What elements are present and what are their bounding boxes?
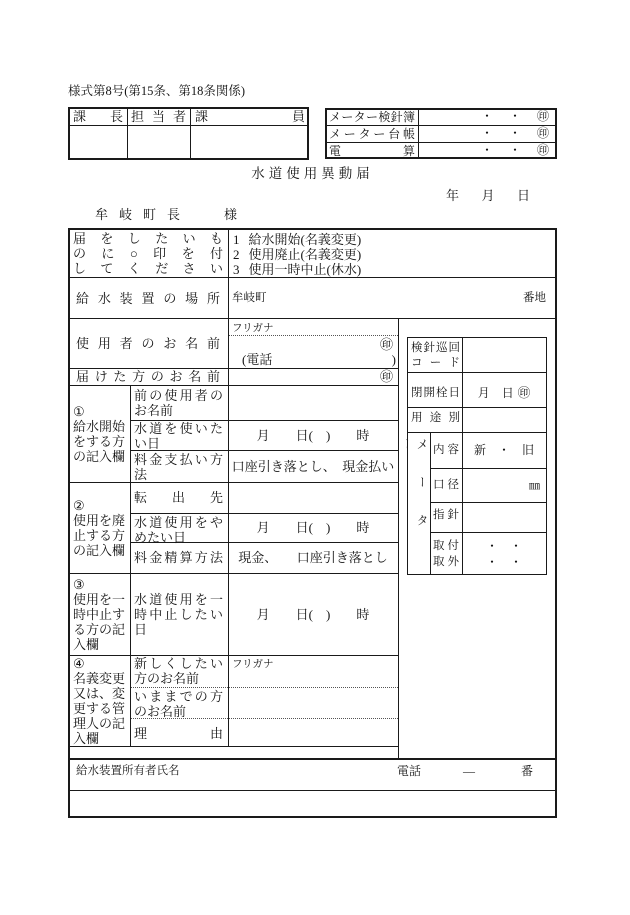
instruction-line: のに○印を付 bbox=[73, 246, 223, 261]
grid-line bbox=[407, 372, 547, 373]
section-label: 使用を廃止する方の記入欄 bbox=[73, 512, 126, 558]
stamp-row-value bbox=[420, 143, 554, 158]
date-month: 月 bbox=[481, 188, 495, 203]
grid-line bbox=[228, 228, 229, 746]
seal-mark-icon: ㊞ bbox=[517, 385, 531, 400]
seal-mark-icon: ㊞ bbox=[379, 336, 393, 352]
grid-line bbox=[407, 432, 547, 433]
seal-mark-icon: ㊞ bbox=[536, 143, 549, 157]
instruction-line: してください bbox=[73, 261, 223, 276]
recipient-name: 牟岐町長 bbox=[95, 207, 192, 222]
section-label: 使用を一時中止する方の記入欄 bbox=[73, 591, 126, 652]
option-item bbox=[233, 247, 533, 262]
field-label: 料金精算方法 bbox=[134, 550, 223, 565]
section-number: ③ bbox=[73, 576, 85, 592]
grid-line bbox=[68, 790, 557, 791]
field-label: いままでの方のお名前 bbox=[134, 689, 223, 719]
field-value: 月 日( ) 時 bbox=[256, 427, 370, 443]
field-label: 水道使用を一時中止したい日 bbox=[134, 591, 223, 637]
date-dot: ・ bbox=[480, 109, 493, 123]
field-value: 口座引き落とし、 現金払い bbox=[231, 458, 395, 474]
grid-line bbox=[68, 125, 309, 126]
user-seal-cell bbox=[232, 337, 395, 351]
meter-reading-label: 指針 bbox=[433, 509, 459, 521]
meter-attach-labels bbox=[433, 533, 459, 575]
furigana-label: フリガナ bbox=[232, 323, 274, 334]
instruction-cell bbox=[73, 231, 223, 276]
meter-detach-dots: ・ ・ bbox=[485, 555, 522, 569]
field-value: 月 日( ) 時 bbox=[256, 520, 370, 535]
section-number: ② bbox=[73, 497, 85, 513]
patrol-code-line: 検針巡回 bbox=[411, 342, 460, 354]
option-text: 給水開始(名義変更) bbox=[248, 232, 362, 247]
reporter-seal-cell bbox=[232, 369, 395, 384]
section1-header bbox=[68, 386, 130, 482]
grid-line bbox=[68, 277, 557, 278]
meter-diameter-unit: ㎜ bbox=[529, 480, 540, 492]
valve-date-text: 月 日 bbox=[477, 385, 514, 400]
stamp-row-label: 電算 bbox=[329, 144, 415, 158]
stamp-row-label: メーター検針簿 bbox=[329, 110, 415, 124]
approval-header-member: 課員 bbox=[195, 109, 305, 124]
grid-line bbox=[430, 432, 431, 575]
furigana-label: フリガナ bbox=[232, 659, 274, 670]
field-value: 月 日( ) 時 bbox=[256, 606, 370, 622]
owner-name-label: 給水装置所有者氏名 bbox=[76, 765, 180, 777]
date-year: 年 bbox=[446, 188, 460, 203]
grid-line bbox=[127, 107, 128, 160]
meter-attach-label: 取付 bbox=[433, 540, 459, 552]
option-number: 2 bbox=[233, 247, 240, 262]
meter-attach-values bbox=[463, 533, 545, 575]
recipient-line bbox=[95, 206, 237, 223]
field-label: 水道使用をやめたい日 bbox=[134, 515, 223, 545]
patrol-code-label bbox=[411, 341, 460, 371]
instruction-line: 届をしたいも bbox=[73, 231, 223, 246]
meter-vertical-label: メーター bbox=[400, 438, 429, 552]
owner-tel-dash: ― bbox=[463, 764, 475, 778]
user-name-label: 使用者のお名前 bbox=[76, 336, 220, 351]
date-dot: ・ bbox=[508, 143, 521, 157]
option-text: 使用廃止(名義変更) bbox=[248, 247, 362, 262]
owner-tel-suffix: 番 bbox=[521, 764, 534, 778]
grid-line bbox=[190, 107, 191, 160]
phone-open: (電話 bbox=[242, 352, 273, 367]
field-label: 水道を使いたい日 bbox=[134, 421, 223, 451]
option-item bbox=[233, 262, 533, 277]
section-number: ④ bbox=[73, 655, 85, 671]
stamp-row-value bbox=[420, 109, 554, 124]
usage-type-label: 用途別 bbox=[411, 412, 460, 424]
field-label: 新しくしたい方のお名前 bbox=[134, 656, 223, 686]
form-number: 様式第8号(第15条、第18条関係) bbox=[68, 84, 246, 98]
field-label-cell bbox=[131, 573, 226, 655]
date-dot: ・ bbox=[480, 126, 493, 140]
reporter-name-label: 届けた方のお名前 bbox=[76, 369, 220, 384]
location-banchi: 番地 bbox=[523, 292, 546, 304]
option-text: 使用一時中止(休水) bbox=[248, 262, 362, 277]
grid-line bbox=[418, 108, 419, 159]
option-item bbox=[233, 232, 533, 247]
seal-mark-icon: ㊞ bbox=[536, 126, 549, 140]
field-label: 理由 bbox=[134, 726, 223, 741]
grid-line bbox=[398, 318, 399, 758]
meter-attach-dots: ・ ・ bbox=[485, 539, 522, 553]
approval-header-staff: 担当者 bbox=[131, 109, 186, 124]
section-label: 名義変更又は、変更する管理人の記入欄 bbox=[73, 670, 126, 746]
stamp-row-label: メーター台帳 bbox=[329, 127, 415, 141]
grid-line bbox=[407, 407, 547, 408]
field-value: 現金、 口座引き落とし bbox=[238, 550, 388, 565]
meter-content-value: 新 ・ 旧 bbox=[473, 442, 534, 457]
page-title: 水道使用異動届 bbox=[251, 166, 374, 181]
options-cell bbox=[233, 232, 533, 277]
grid-line bbox=[68, 746, 398, 747]
user-phone-cell bbox=[232, 352, 396, 367]
date-day: 日 bbox=[516, 188, 530, 203]
section2-header bbox=[68, 482, 130, 573]
owner-tel-label: 電話 bbox=[397, 764, 422, 778]
section-label: 給水開始をする方の記入欄 bbox=[73, 419, 126, 464]
grid-line bbox=[430, 502, 547, 503]
meter-detach-label: 取外 bbox=[433, 556, 459, 568]
section3-header bbox=[68, 573, 130, 655]
date-dot: ・ bbox=[508, 109, 521, 123]
patrol-code-line: コード bbox=[411, 357, 460, 369]
meter-content-label: 内容 bbox=[433, 444, 459, 456]
stamp-row-value bbox=[420, 126, 554, 141]
date-dot: ・ bbox=[508, 126, 521, 140]
seal-mark-icon: ㊞ bbox=[379, 369, 393, 384]
recipient-honorific: 様 bbox=[223, 207, 237, 222]
field-label: 前の使用者のお名前 bbox=[134, 388, 223, 418]
option-number: 1 bbox=[233, 232, 240, 247]
date-dot: ・ bbox=[480, 143, 493, 157]
section4-header bbox=[68, 655, 130, 746]
option-number: 3 bbox=[233, 262, 240, 277]
dotted-divider bbox=[130, 687, 398, 688]
location-label: 給水装置の場所 bbox=[76, 291, 220, 306]
grid-line bbox=[68, 758, 557, 760]
phone-close: ) bbox=[391, 352, 396, 367]
meter-diameter-label: 口径 bbox=[433, 479, 459, 491]
field-label-cell bbox=[131, 722, 226, 745]
valve-date-value bbox=[463, 385, 545, 401]
field-label: 料金支払い方法 bbox=[134, 452, 223, 482]
section-number: ① bbox=[73, 404, 85, 419]
field-label: 転出先 bbox=[134, 490, 223, 505]
date-line bbox=[446, 188, 530, 203]
approval-header-chief: 課長 bbox=[73, 109, 123, 124]
grid-line bbox=[430, 468, 547, 469]
location-value-cell bbox=[232, 290, 552, 307]
seal-mark-icon: ㊞ bbox=[536, 109, 549, 123]
valve-date-label: 閉開栓日 bbox=[411, 387, 460, 399]
location-town: 牟岐町 bbox=[232, 292, 267, 304]
grid-line bbox=[68, 318, 557, 319]
